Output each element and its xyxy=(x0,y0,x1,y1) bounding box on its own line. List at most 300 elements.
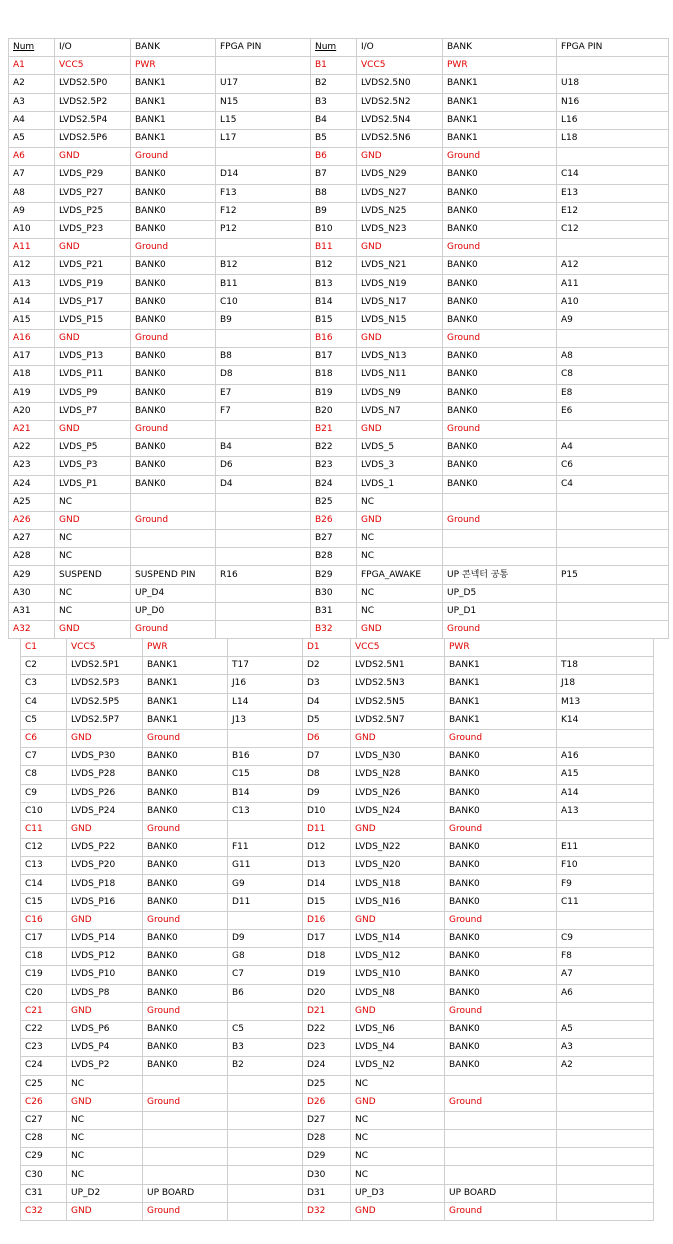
pin-io-cell: NC xyxy=(55,602,131,620)
header-num: Num xyxy=(9,39,55,57)
pin-bank-cell: Ground xyxy=(131,239,216,257)
pin-io-cell: LVDS_N21 xyxy=(357,257,443,275)
pin-bank-cell: Ground xyxy=(143,820,228,838)
pin-bank-cell: BANK0 xyxy=(443,366,557,384)
pin-num-cell: C25 xyxy=(21,1075,67,1093)
pin-fpga-cell: F8 xyxy=(557,948,654,966)
header-bank: BANK xyxy=(443,39,557,57)
pin-num-cell: C3 xyxy=(21,675,67,693)
pin-io-cell: GND xyxy=(55,330,131,348)
pin-fpga-cell: L18 xyxy=(557,129,669,147)
pin-io-cell: GND xyxy=(357,330,443,348)
pin-num-cell: A13 xyxy=(9,275,55,293)
pin-num-cell: B29 xyxy=(311,566,357,584)
pin-fpga-cell: B14 xyxy=(228,784,303,802)
pin-fpga-cell: D4 xyxy=(216,475,311,493)
pin-num-cell: C19 xyxy=(21,966,67,984)
pin-num-cell: A26 xyxy=(9,511,55,529)
pin-io-cell: NC xyxy=(357,584,443,602)
table-row xyxy=(21,784,654,802)
table-row xyxy=(9,257,669,275)
pin-num-cell: D3 xyxy=(303,675,351,693)
pin-fpga-cell: C15 xyxy=(228,766,303,784)
pin-num-cell: A14 xyxy=(9,293,55,311)
pin-io-cell: GND xyxy=(67,1002,143,1020)
pin-fpga-cell: A13 xyxy=(557,802,654,820)
pin-fpga-cell: E7 xyxy=(216,384,311,402)
header-io: I/O xyxy=(357,39,443,57)
pin-bank-cell: BANK0 xyxy=(443,402,557,420)
pin-num-cell: B15 xyxy=(311,311,357,329)
pin-fpga-cell xyxy=(228,911,303,929)
pin-fpga-cell: B3 xyxy=(228,1039,303,1057)
table-row xyxy=(21,729,654,747)
pin-io-cell: LVDS_P1 xyxy=(55,475,131,493)
pin-bank-cell xyxy=(445,1166,557,1184)
pin-fpga-cell xyxy=(228,1130,303,1148)
pin-bank-cell: BANK0 xyxy=(445,966,557,984)
pin-fpga-cell: A3 xyxy=(557,1039,654,1057)
pin-fpga-cell xyxy=(216,530,311,548)
table-row xyxy=(21,930,654,948)
table-row xyxy=(9,439,669,457)
pin-fpga-cell: L15 xyxy=(216,111,311,129)
pin-table-c-d xyxy=(20,638,654,1221)
pin-io-cell: NC xyxy=(351,1148,445,1166)
pin-num-cell: D31 xyxy=(303,1184,351,1202)
pin-bank-cell: PWR xyxy=(445,639,557,657)
pin-fpga-cell: B2 xyxy=(228,1057,303,1075)
pin-fpga-cell xyxy=(557,548,669,566)
pin-bank-cell: UP_D5 xyxy=(443,584,557,602)
pin-bank-cell xyxy=(143,1166,228,1184)
pin-fpga-cell: F13 xyxy=(216,184,311,202)
table-row xyxy=(9,148,669,166)
pin-io-cell: LVDS2.5N2 xyxy=(357,93,443,111)
pin-num-cell: D26 xyxy=(303,1093,351,1111)
pin-io-cell: SUSPEND xyxy=(55,566,131,584)
pin-num-cell: D30 xyxy=(303,1166,351,1184)
pin-bank-cell: BANK0 xyxy=(143,984,228,1002)
pin-io-cell: LVDS2.5N0 xyxy=(357,75,443,93)
pin-io-cell: LVDS_P2 xyxy=(67,1057,143,1075)
table-row xyxy=(21,1130,654,1148)
pin-num-cell: D14 xyxy=(303,875,351,893)
pin-num-cell: B18 xyxy=(311,366,357,384)
pin-fpga-cell: J13 xyxy=(228,711,303,729)
pin-io-cell: LVDS2.5P0 xyxy=(55,75,131,93)
pin-io-cell: GND xyxy=(67,729,143,747)
pin-fpga-cell: E8 xyxy=(557,384,669,402)
pin-bank-cell: BANK0 xyxy=(143,930,228,948)
pin-fpga-cell xyxy=(216,511,311,529)
pin-num-cell: A32 xyxy=(9,621,55,639)
pin-num-cell: A28 xyxy=(9,548,55,566)
pin-fpga-cell xyxy=(557,1184,654,1202)
pin-num-cell: D24 xyxy=(303,1057,351,1075)
pin-num-cell: A3 xyxy=(9,93,55,111)
pin-io-cell: VCC5 xyxy=(357,57,443,75)
pin-num-cell: C2 xyxy=(21,657,67,675)
pin-fpga-cell xyxy=(557,1130,654,1148)
pin-bank-cell xyxy=(131,493,216,511)
table-row xyxy=(21,966,654,984)
pin-io-cell: LVDS_P4 xyxy=(67,1039,143,1057)
pin-fpga-cell: D8 xyxy=(216,366,311,384)
header-io: I/O xyxy=(55,39,131,57)
pin-io-cell: LVDS_P7 xyxy=(55,402,131,420)
table-row xyxy=(21,657,654,675)
pin-bank-cell: Ground xyxy=(143,1093,228,1111)
pin-bank-cell: Ground xyxy=(143,729,228,747)
table-row xyxy=(9,621,669,639)
pin-io-cell: GND xyxy=(67,820,143,838)
pin-fpga-cell xyxy=(228,1184,303,1202)
pin-num-cell: D15 xyxy=(303,893,351,911)
pin-bank-cell: SUSPEND PIN xyxy=(131,566,216,584)
pin-bank-cell: BANK0 xyxy=(131,457,216,475)
pin-io-cell: LVDS_N25 xyxy=(357,202,443,220)
pin-fpga-cell: A2 xyxy=(557,1057,654,1075)
pin-io-cell: LVDS_N7 xyxy=(357,402,443,420)
pin-num-cell: A29 xyxy=(9,566,55,584)
pin-io-cell: LVDS2.5N1 xyxy=(351,657,445,675)
pin-fpga-cell xyxy=(557,511,669,529)
pin-bank-cell: BANK0 xyxy=(131,311,216,329)
pin-bank-cell: Ground xyxy=(443,148,557,166)
pin-bank-cell: Ground xyxy=(445,729,557,747)
pin-num-cell: B26 xyxy=(311,511,357,529)
pin-num-cell: B16 xyxy=(311,330,357,348)
table-row xyxy=(9,129,669,147)
pin-fpga-cell: K14 xyxy=(557,711,654,729)
pin-num-cell: B31 xyxy=(311,602,357,620)
pin-fpga-cell: G9 xyxy=(228,875,303,893)
pin-fpga-cell xyxy=(557,493,669,511)
pin-num-cell: B19 xyxy=(311,384,357,402)
table-row xyxy=(9,293,669,311)
pin-io-cell: LVDS_P10 xyxy=(67,966,143,984)
pin-io-cell: NC xyxy=(351,1111,445,1129)
pin-io-cell: LVDS_P11 xyxy=(55,366,131,384)
pin-fpga-cell: C9 xyxy=(557,930,654,948)
pin-num-cell: B5 xyxy=(311,129,357,147)
pin-num-cell: D8 xyxy=(303,766,351,784)
pin-fpga-cell xyxy=(557,820,654,838)
pin-bank-cell: Ground xyxy=(443,420,557,438)
pin-num-cell: C16 xyxy=(21,911,67,929)
pin-io-cell: LVDS_N6 xyxy=(351,1020,445,1038)
pin-num-cell: A25 xyxy=(9,493,55,511)
pin-fpga-cell: B11 xyxy=(216,275,311,293)
pin-fpga-cell xyxy=(216,584,311,602)
header-num: Num xyxy=(311,39,357,57)
table-row xyxy=(9,57,669,75)
pin-bank-cell: BANK0 xyxy=(443,439,557,457)
table-row xyxy=(21,639,654,657)
pin-num-cell: D16 xyxy=(303,911,351,929)
pin-io-cell: LVDS_N16 xyxy=(351,893,445,911)
pin-bank-cell: BANK0 xyxy=(143,784,228,802)
pin-io-cell: LVDS_N12 xyxy=(351,948,445,966)
table-row xyxy=(9,511,669,529)
pin-fpga-cell: A7 xyxy=(557,966,654,984)
pin-num-cell: D22 xyxy=(303,1020,351,1038)
pin-num-cell: B3 xyxy=(311,93,357,111)
pin-io-cell: NC xyxy=(357,493,443,511)
table-row xyxy=(21,1148,654,1166)
pin-bank-cell: UP_D0 xyxy=(131,602,216,620)
pin-fpga-cell xyxy=(557,239,669,257)
pin-bank-cell: BANK1 xyxy=(131,75,216,93)
pin-io-cell: LVDS2.5N4 xyxy=(357,111,443,129)
pin-io-cell: GND xyxy=(357,511,443,529)
pin-num-cell: B22 xyxy=(311,439,357,457)
pin-fpga-cell: B16 xyxy=(228,748,303,766)
pin-num-cell: B9 xyxy=(311,202,357,220)
pin-fpga-cell xyxy=(557,330,669,348)
table-row xyxy=(9,420,669,438)
pin-io-cell: LVDS_N14 xyxy=(351,930,445,948)
pin-fpga-cell: L14 xyxy=(228,693,303,711)
pin-fpga-cell: B6 xyxy=(228,984,303,1002)
pin-io-cell: GND xyxy=(67,1202,143,1220)
pin-bank-cell: BANK0 xyxy=(445,839,557,857)
pin-fpga-cell: C7 xyxy=(228,966,303,984)
pin-num-cell: D9 xyxy=(303,784,351,802)
pin-num-cell: B13 xyxy=(311,275,357,293)
pin-fpga-cell xyxy=(228,1093,303,1111)
pin-bank-cell: BANK1 xyxy=(443,75,557,93)
pin-num-cell: C24 xyxy=(21,1057,67,1075)
pin-bank-cell: BANK0 xyxy=(445,857,557,875)
pin-bank-cell xyxy=(445,1075,557,1093)
pin-num-cell: C29 xyxy=(21,1148,67,1166)
pin-io-cell: LVDS_N9 xyxy=(357,384,443,402)
pin-bank-cell: BANK1 xyxy=(445,693,557,711)
pin-num-cell: B30 xyxy=(311,584,357,602)
table-row xyxy=(9,166,669,184)
pin-num-cell: D25 xyxy=(303,1075,351,1093)
table-row xyxy=(9,402,669,420)
pin-io-cell: NC xyxy=(55,530,131,548)
pin-bank-cell: BANK0 xyxy=(143,893,228,911)
pin-bank-cell: BANK0 xyxy=(445,748,557,766)
pin-io-cell: LVDS_P5 xyxy=(55,439,131,457)
pin-num-cell: A5 xyxy=(9,129,55,147)
pin-fpga-cell xyxy=(216,493,311,511)
pin-io-cell: LVDS_P12 xyxy=(67,948,143,966)
pin-fpga-cell: A8 xyxy=(557,348,669,366)
pin-num-cell: C18 xyxy=(21,948,67,966)
pin-bank-cell: BANK0 xyxy=(143,766,228,784)
pin-num-cell: C11 xyxy=(21,820,67,838)
table-row xyxy=(21,748,654,766)
pin-bank-cell: BANK0 xyxy=(443,384,557,402)
pin-fpga-cell: C4 xyxy=(557,475,669,493)
pin-io-cell: GND xyxy=(351,820,445,838)
pin-bank-cell xyxy=(443,530,557,548)
pin-io-cell: UP_D3 xyxy=(351,1184,445,1202)
pin-io-cell: LVDS2.5P3 xyxy=(67,675,143,693)
pin-num-cell: B24 xyxy=(311,475,357,493)
table-row xyxy=(9,239,669,257)
pin-bank-cell: BANK0 xyxy=(143,1020,228,1038)
table-row xyxy=(9,184,669,202)
pin-fpga-cell: P12 xyxy=(216,220,311,238)
pin-fpga-cell xyxy=(557,911,654,929)
pin-bank-cell: BANK1 xyxy=(143,693,228,711)
pin-fpga-cell: B4 xyxy=(216,439,311,457)
pin-num-cell: D29 xyxy=(303,1148,351,1166)
pin-bank-cell: BANK0 xyxy=(143,802,228,820)
pin-bank-cell: Ground xyxy=(131,511,216,529)
table-row xyxy=(9,202,669,220)
pin-num-cell: A19 xyxy=(9,384,55,402)
pin-io-cell: LVDS_P22 xyxy=(67,839,143,857)
pin-bank-cell xyxy=(143,1130,228,1148)
pin-num-cell: D28 xyxy=(303,1130,351,1148)
pin-io-cell: GND xyxy=(351,1002,445,1020)
pin-num-cell: C32 xyxy=(21,1202,67,1220)
pin-bank-cell xyxy=(143,1075,228,1093)
pin-bank-cell: BANK0 xyxy=(131,220,216,238)
pin-io-cell: LVDS_N22 xyxy=(351,839,445,857)
pin-io-cell: NC xyxy=(351,1130,445,1148)
pin-fpga-cell: F7 xyxy=(216,402,311,420)
pin-fpga-cell: C11 xyxy=(557,893,654,911)
pin-fpga-cell xyxy=(228,1111,303,1129)
pin-num-cell: C4 xyxy=(21,693,67,711)
pin-fpga-cell xyxy=(557,639,654,657)
pin-bank-cell: UP BOARD xyxy=(143,1184,228,1202)
pin-num-cell: C20 xyxy=(21,984,67,1002)
pin-bank-cell: BANK0 xyxy=(443,275,557,293)
pin-num-cell: B27 xyxy=(311,530,357,548)
pin-io-cell: LVDS_P15 xyxy=(55,311,131,329)
pin-io-cell: LVDS_N26 xyxy=(351,784,445,802)
pin-io-cell: LVDS_N4 xyxy=(351,1039,445,1057)
pin-io-cell: LVDS_P13 xyxy=(55,348,131,366)
pin-num-cell: B32 xyxy=(311,621,357,639)
pin-bank-cell: BANK0 xyxy=(445,766,557,784)
pin-fpga-cell: G11 xyxy=(228,857,303,875)
pin-bank-cell xyxy=(143,1148,228,1166)
pin-num-cell: A1 xyxy=(9,57,55,75)
pin-num-cell: A15 xyxy=(9,311,55,329)
pin-fpga-cell xyxy=(228,729,303,747)
pin-num-cell: A10 xyxy=(9,220,55,238)
pin-fpga-cell: J16 xyxy=(228,675,303,693)
pin-bank-cell: BANK0 xyxy=(131,366,216,384)
table-row xyxy=(9,584,669,602)
pin-num-cell: C8 xyxy=(21,766,67,784)
table-row xyxy=(9,602,669,620)
pin-bank-cell: Ground xyxy=(445,1002,557,1020)
pin-num-cell: C30 xyxy=(21,1166,67,1184)
pin-bank-cell: BANK0 xyxy=(443,311,557,329)
table-row xyxy=(9,111,669,129)
pin-bank-cell: BANK0 xyxy=(445,1020,557,1038)
pin-fpga-cell: R16 xyxy=(216,566,311,584)
pin-num-cell: C31 xyxy=(21,1184,67,1202)
pin-bank-cell: Ground xyxy=(443,621,557,639)
table-row xyxy=(21,1111,654,1129)
pin-fpga-cell xyxy=(557,420,669,438)
pin-bank-cell: Ground xyxy=(143,911,228,929)
pin-io-cell: LVDS_N15 xyxy=(357,311,443,329)
pin-num-cell: A22 xyxy=(9,439,55,457)
pin-bank-cell: BANK0 xyxy=(143,839,228,857)
pin-fpga-cell: L17 xyxy=(216,129,311,147)
pin-bank-cell: Ground xyxy=(445,820,557,838)
pin-num-cell: D13 xyxy=(303,857,351,875)
pin-fpga-cell xyxy=(557,530,669,548)
pin-fpga-cell: A14 xyxy=(557,784,654,802)
pin-bank-cell: BANK0 xyxy=(443,220,557,238)
table-row xyxy=(21,693,654,711)
pin-fpga-cell: C10 xyxy=(216,293,311,311)
pin-bank-cell: Ground xyxy=(445,1093,557,1111)
pin-bank-cell: BANK0 xyxy=(443,257,557,275)
table-row xyxy=(9,220,669,238)
header-fpga-pin: FPGA PIN xyxy=(216,39,311,57)
pin-io-cell: NC xyxy=(67,1075,143,1093)
pin-io-cell: GND xyxy=(357,420,443,438)
pin-num-cell: A16 xyxy=(9,330,55,348)
pin-bank-cell: BANK0 xyxy=(131,166,216,184)
pin-io-cell: LVDS_P30 xyxy=(67,748,143,766)
table-row xyxy=(21,893,654,911)
pin-io-cell: NC xyxy=(357,602,443,620)
pin-bank-cell: BANK0 xyxy=(143,875,228,893)
pin-io-cell: LVDS_N10 xyxy=(351,966,445,984)
pin-bank-cell: BANK0 xyxy=(131,184,216,202)
pin-fpga-cell: N15 xyxy=(216,93,311,111)
pin-io-cell: GND xyxy=(67,1093,143,1111)
table-row xyxy=(21,984,654,1002)
pin-num-cell: C9 xyxy=(21,784,67,802)
pin-fpga-cell xyxy=(228,1166,303,1184)
pin-io-cell: LVDS_N24 xyxy=(351,802,445,820)
pin-num-cell: D32 xyxy=(303,1202,351,1220)
table-row xyxy=(21,1039,654,1057)
pin-fpga-cell xyxy=(216,548,311,566)
pin-num-cell: A20 xyxy=(9,402,55,420)
pin-bank-cell: BANK0 xyxy=(443,184,557,202)
pin-fpga-cell xyxy=(216,621,311,639)
pin-num-cell: B8 xyxy=(311,184,357,202)
pin-io-cell: LVDS2.5N5 xyxy=(351,693,445,711)
pin-bank-cell: Ground xyxy=(443,239,557,257)
table-header-row xyxy=(9,39,669,57)
pin-io-cell: LVDS2.5P7 xyxy=(67,711,143,729)
pin-io-cell: GND xyxy=(351,1093,445,1111)
pin-bank-cell: BANK1 xyxy=(143,711,228,729)
pin-io-cell: GND xyxy=(55,239,131,257)
pin-num-cell: D11 xyxy=(303,820,351,838)
pin-fpga-cell: D6 xyxy=(216,457,311,475)
pin-fpga-cell: L16 xyxy=(557,111,669,129)
pin-fpga-cell: E6 xyxy=(557,402,669,420)
pin-fpga-cell: C12 xyxy=(557,220,669,238)
pin-bank-cell: Ground xyxy=(131,330,216,348)
pin-io-cell: LVDS_N17 xyxy=(357,293,443,311)
table-row xyxy=(21,857,654,875)
pin-io-cell: LVDS2.5P1 xyxy=(67,657,143,675)
pin-num-cell: B2 xyxy=(311,75,357,93)
pin-num-cell: D23 xyxy=(303,1039,351,1057)
